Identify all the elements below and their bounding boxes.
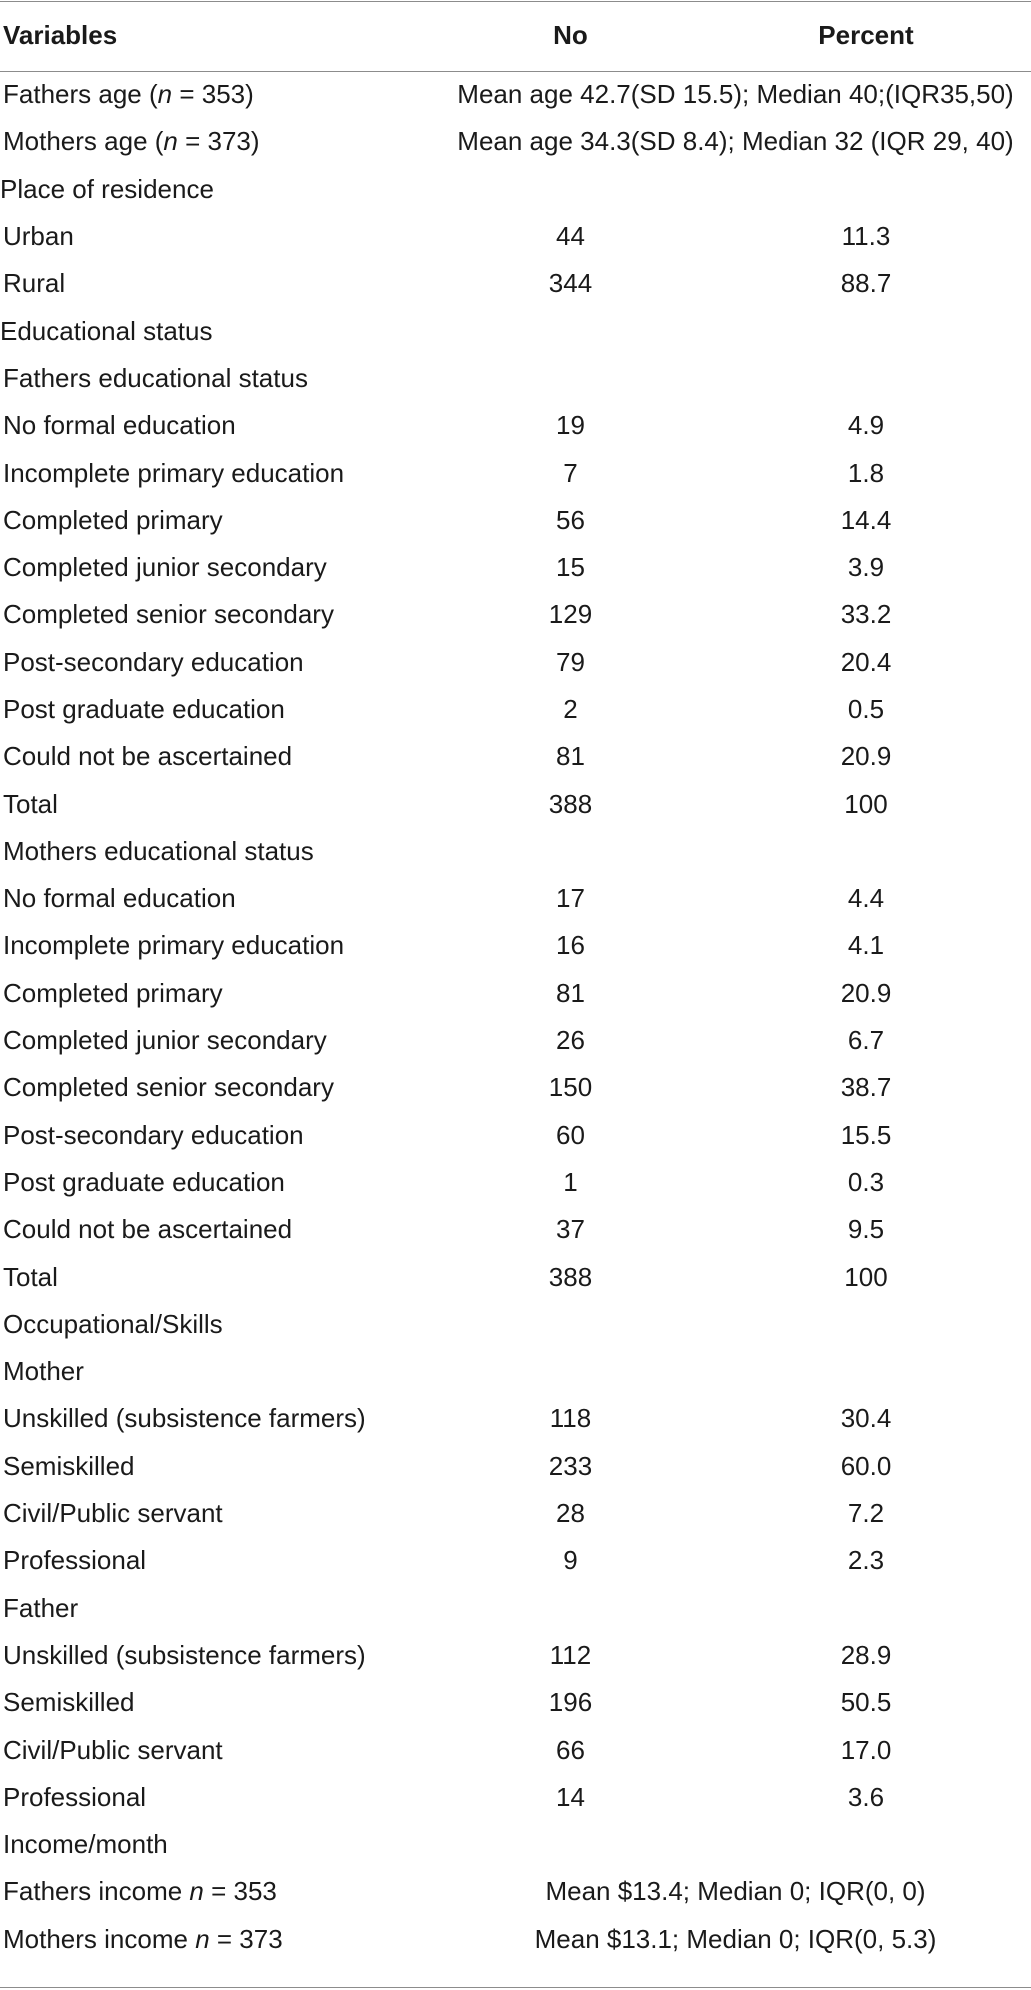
row-label: Completed senior secondary [3, 599, 334, 630]
row-label: No formal education [3, 883, 236, 914]
table-row [0, 1679, 1031, 1726]
row-percent: 6.7 [847, 1025, 885, 1056]
row-summary: Mean $13.4; Median 0; IQR(0, 0) [545, 1876, 926, 1907]
row-count: 14 [556, 1781, 585, 1812]
table-row [0, 1774, 1031, 1821]
row-label: No formal education [3, 410, 236, 441]
table-row [0, 686, 1031, 733]
table-row [0, 1112, 1031, 1159]
mother-occupation-rows [0, 1395, 1031, 1584]
subsection-label: Mother [3, 1356, 84, 1387]
row-count: 56 [556, 504, 585, 535]
row-percent: 30.4 [840, 1403, 892, 1434]
row-label: Fathers age (n = 353) [3, 79, 254, 110]
table-body [0, 71, 1031, 1963]
row-label: Urban [3, 221, 74, 252]
table-header [0, 0, 1031, 71]
bottom-rule [0, 1987, 1031, 1988]
row-percent: 33.2 [840, 599, 892, 630]
row-label: Civil/Public servant [3, 1498, 223, 1529]
row-label: Rural [3, 268, 66, 299]
table-row [0, 922, 1031, 969]
table-row [0, 1395, 1031, 1442]
row-percent: 88.7 [840, 268, 892, 299]
section-heading-residence [0, 166, 1031, 213]
row-percent: 20.9 [840, 977, 892, 1008]
row-count: 1 [563, 1166, 578, 1197]
row-count: 129 [548, 599, 593, 630]
row-label: Completed primary [3, 977, 223, 1008]
table-row [0, 213, 1031, 260]
row-label: Completed junior secondary [3, 1025, 327, 1056]
table-row [0, 1064, 1031, 1111]
table-row-mothers-age [0, 118, 1031, 165]
row-count: 388 [548, 1261, 593, 1292]
row-label: Mothers age (n = 373) [3, 126, 260, 157]
row-percent: 11.3 [841, 221, 891, 252]
table-row [0, 497, 1031, 544]
section-heading-income [0, 1821, 1031, 1868]
row-summary: Mean age 34.3(SD 8.4); Median 32 (IQR 29, 40) [457, 126, 1014, 157]
row-label: Completed senior secondary [3, 1072, 334, 1103]
row-count: 150 [548, 1072, 593, 1103]
row-label: Professional [3, 1781, 147, 1812]
subsection-heading-mothers-education [0, 828, 1031, 875]
header-rule [0, 71, 1031, 72]
father-occupation-rows [0, 1632, 1031, 1821]
row-label: Total [3, 788, 58, 819]
table-row [0, 544, 1031, 591]
row-count: 26 [556, 1025, 585, 1056]
section-heading-occupation [0, 1301, 1031, 1348]
row-percent: 38.7 [840, 1072, 892, 1103]
row-count: 17 [556, 883, 585, 914]
subsection-label: Father [3, 1592, 79, 1623]
row-count: 112 [549, 1639, 592, 1670]
table-row [0, 1537, 1031, 1584]
row-percent: 14.4 [840, 504, 892, 535]
row-count: 81 [556, 741, 585, 772]
row-percent: 0.5 [847, 694, 885, 724]
table-row [0, 1017, 1031, 1064]
row-count: 196 [548, 1687, 593, 1718]
table-row [0, 1206, 1031, 1253]
section-label: Occupational/Skills [3, 1308, 223, 1339]
row-percent: 100 [844, 1261, 888, 1292]
row-label: Unskilled (subsistence farmers) [3, 1403, 366, 1434]
row-label: Civil/Public servant [3, 1734, 223, 1765]
row-label: Post-secondary education [3, 1119, 304, 1150]
row-label: Post graduate education [3, 1166, 285, 1197]
section-label: Income/month [3, 1829, 168, 1860]
row-count: 37 [556, 1214, 585, 1245]
row-count: 7 [563, 457, 578, 488]
row-count: 15 [556, 552, 585, 583]
table-row [0, 1726, 1031, 1773]
row-count: 44 [556, 221, 585, 252]
table-row [0, 260, 1031, 307]
row-label: Could not be ascertained [3, 741, 293, 772]
subsection-label: Fathers educational status [3, 362, 308, 393]
row-label: Mothers income n = 373 [3, 1923, 283, 1954]
table-row [0, 1443, 1031, 1490]
row-label: Incomplete primary education [3, 930, 345, 961]
row-percent: 60.0 [840, 1450, 892, 1481]
row-label: Total [3, 1261, 58, 1292]
row-label: Unskilled (subsistence farmers) [3, 1639, 366, 1670]
row-count: 118 [549, 1403, 592, 1434]
row-percent: 100 [844, 788, 888, 819]
row-percent: 7.2 [847, 1498, 885, 1529]
top-rule [0, 1, 1031, 2]
table-row [0, 875, 1031, 922]
row-percent: 28.9 [840, 1639, 892, 1670]
table-row-fathers-income [0, 1868, 1031, 1915]
table-row [0, 780, 1031, 827]
row-summary: Mean age 42.7(SD 15.5); Median 40;(IQR35,50) [457, 79, 1014, 110]
header-variables: Variables [3, 20, 118, 50]
table-row [0, 449, 1031, 496]
table-row [0, 970, 1031, 1017]
row-count: 233 [548, 1450, 593, 1481]
row-percent: 50.5 [840, 1687, 892, 1718]
row-percent: 3.6 [847, 1781, 885, 1812]
row-label: Fathers income n = 353 [3, 1876, 277, 1907]
row-label: Incomplete primary education [3, 457, 345, 488]
row-count: 81 [556, 977, 585, 1008]
row-count: 2 [563, 694, 578, 724]
row-label: Professional [3, 1545, 147, 1576]
row-count: 344 [548, 268, 593, 299]
subsection-label: Mothers educational status [3, 835, 314, 866]
row-percent: 4.4 [847, 883, 885, 914]
section-label: Place of residence [0, 173, 214, 204]
row-percent: 2.3 [847, 1545, 885, 1576]
subsection-heading-father [0, 1585, 1031, 1632]
table-row [0, 1490, 1031, 1537]
table-row [0, 1632, 1031, 1679]
row-label: Semiskilled [3, 1450, 135, 1481]
row-label: Could not be ascertained [3, 1214, 293, 1245]
row-percent: 20.4 [840, 646, 892, 677]
header-no: No [553, 20, 588, 50]
row-count: 16 [556, 930, 585, 961]
mothers-education-rows [0, 875, 1031, 1301]
header-percent: Percent [818, 20, 914, 50]
row-count: 28 [556, 1498, 585, 1529]
row-percent: 3.9 [847, 552, 885, 583]
fathers-education-rows [0, 402, 1031, 828]
table-row [0, 733, 1031, 780]
row-percent: 0.3 [847, 1166, 885, 1197]
row-count: 388 [548, 788, 593, 819]
section-label: Educational status [0, 315, 213, 346]
row-percent: 1.8 [847, 457, 885, 488]
row-count: 9 [563, 1545, 578, 1576]
subsection-heading-fathers-education [0, 355, 1031, 402]
subsection-heading-mother [0, 1348, 1031, 1395]
row-label: Semiskilled [3, 1687, 135, 1718]
row-count: 19 [556, 410, 585, 441]
row-count: 79 [556, 646, 585, 677]
table-row [0, 639, 1031, 686]
row-percent: 4.9 [847, 410, 885, 441]
row-percent: 15.5 [840, 1119, 892, 1150]
row-label: Completed junior secondary [3, 552, 327, 583]
table-row [0, 1159, 1031, 1206]
table-row [0, 591, 1031, 638]
residence-rows [0, 213, 1031, 308]
row-summary: Mean $13.1; Median 0; IQR(0, 5.3) [534, 1923, 937, 1954]
row-label: Post graduate education [3, 694, 285, 724]
table-row [0, 402, 1031, 449]
table-row [0, 1253, 1031, 1300]
row-percent: 17.0 [840, 1734, 892, 1765]
row-percent: 4.1 [847, 930, 885, 961]
row-label: Completed primary [3, 504, 223, 535]
row-count: 66 [556, 1734, 585, 1765]
row-percent: 9.5 [847, 1214, 885, 1245]
row-percent: 20.9 [840, 741, 892, 772]
section-heading-education [0, 307, 1031, 354]
table-row-mothers-income [0, 1916, 1031, 1963]
row-count: 60 [556, 1119, 585, 1150]
row-label: Post-secondary education [3, 646, 304, 677]
table-row-fathers-age [0, 71, 1031, 118]
